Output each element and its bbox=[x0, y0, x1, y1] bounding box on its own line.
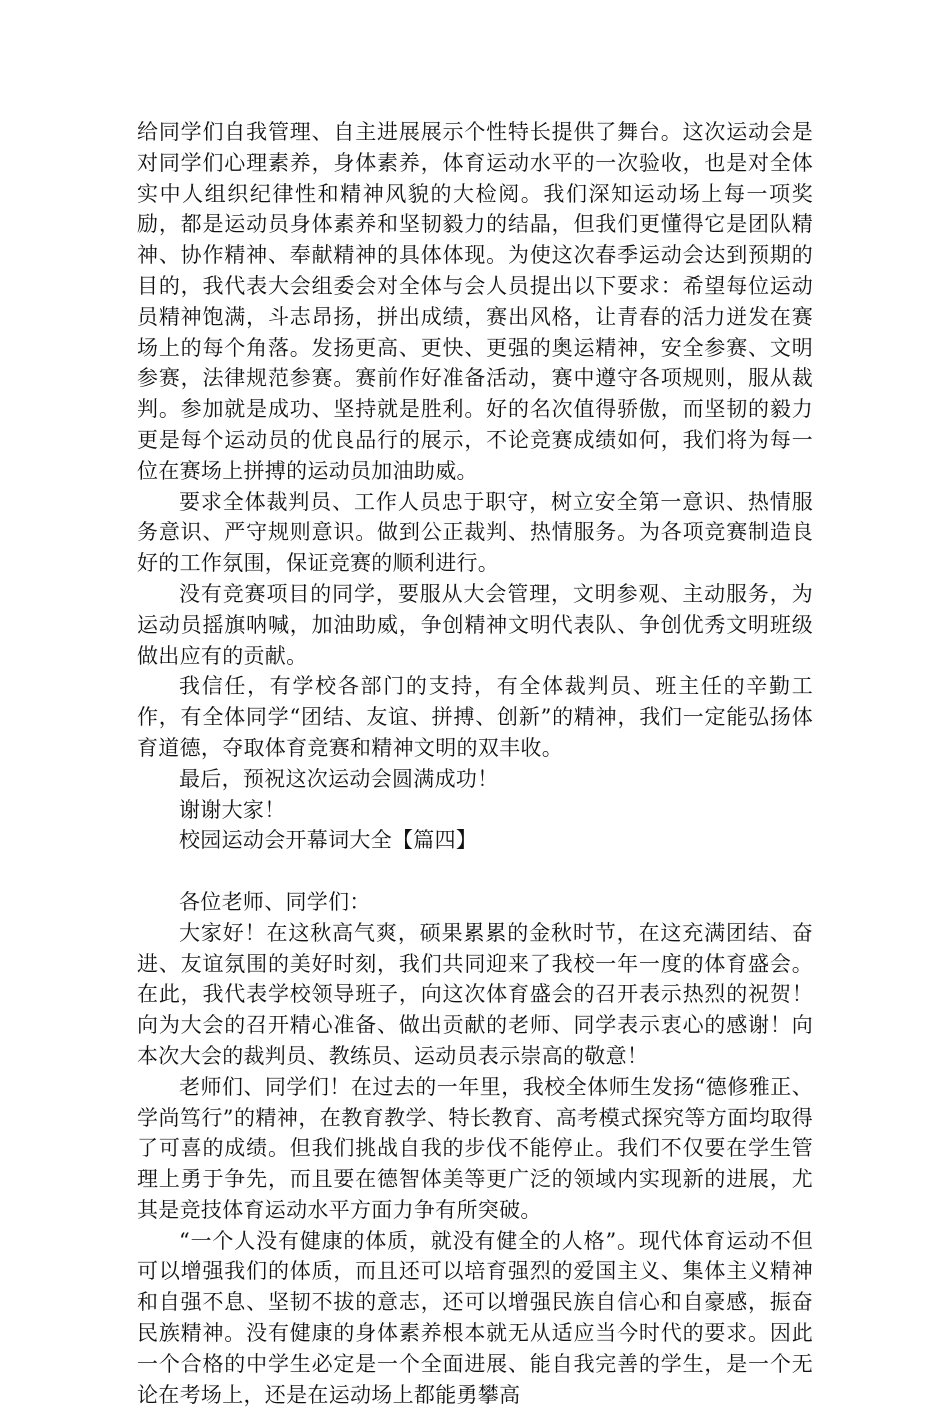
paragraph-3: 没有竞赛项目的同学，要服从大会管理，文明参观、主动服务，为运动员摇旗呐喊，加油助威，争创精神文明代表队、争创优秀文明班级做出应有的贡献。 bbox=[137, 581, 813, 668]
blank-line bbox=[137, 856, 813, 887]
paragraph-greeting: 大家好！在这秋高气爽，硕果累累的金秋时节，在这充满团结、奋进、友谊氛围的美好时刻，我们共同迎来了我校一年一度的体育盛会。在此，我代表学校领导班子，向这次体育盛会的召开表示热烈的祝贺！向为大会的召开精心准备、做出贡献的老师、同学表示衷心的感谢！向本次大会的裁判员、教练员、运动员表示崇高的敬意！ bbox=[137, 920, 813, 1068]
document-body bbox=[137, 117, 813, 1410]
paragraph-health: “一个人没有健康的体质，就没有健全的人格”。现代体育运动不但可以增强我们的体质，而且还可以培育强烈的爱国主义、集体主义精神和自强不息、坚韧不拔的意志，还可以增强民族自信心和自豪感，振奋民族精神。没有健康的身体素养根本就无从适应当今时代的要求。因此一个合格的中学生必定是一个全面进展、能自我完善的学生，是一个无论在考场上，还是在运动场上都能勇攀高 bbox=[137, 1228, 813, 1407]
section-heading: 校园运动会开幕词大全【篇四】 bbox=[179, 828, 478, 853]
thanks-line: 谢谢大家！ bbox=[179, 797, 286, 822]
salutation: 各位老师、同学们： bbox=[179, 889, 371, 914]
paragraph-achievements: 老师们、同学们！在过去的一年里，我校全体师生发扬“德修雅正、学尚笃行”的精神，在教育教学、特长教育、高考模式探究等方面均取得了可喜的成绩。但我们挑战自我的步伐不能停止。我们不仅要在学生管理上勇于争先，而且要在德智体美等更广泛的领域内实现新的进展，尤其是竞技体育运动水平方面力争有所突破。 bbox=[137, 1074, 813, 1222]
closing-wish: 最后，预祝这次运动会圆满成功！ bbox=[179, 766, 499, 791]
paragraph-4: 我信任，有学校各部门的支持，有全体裁判员、班主任的辛勤工作，有全体同学“团结、友谊、拼搏、创新”的精神，我们一定能弘扬体育道德，夺取体育竞赛和精神文明的双丰收。 bbox=[137, 674, 813, 760]
paragraph-2: 要求全体裁判员、工作人员忠于职守，树立安全第一意识、热情服务意识、严守规则意识。做到公正裁判、热情服务。为各项竞赛制造良好的工作氛围，保证竞赛的顺利进行。 bbox=[137, 489, 813, 576]
paragraph-1: 给同学们自我管理、自主进展展示个性特长提供了舞台。这次运动会是对同学们心理素养，身体素养，体育运动水平的一次验收，也是对全体实中人组织纪律性和精神风貌的大检阅。我们深知运动场上每一项奖励，都是运动员身体素养和坚韧毅力的结晶，但我们更懂得它是团队精神、协作精神、奉献精神的具体体现。为使这次春季运动会达到预期的目的，我代表大会组委会对全体与会人员提出以下要求：希望每位运动员精神饱满，斗志昂扬，拼出成绩，赛出风格，让青春的活力迸发在赛场上的每个角落。发扬更高、更快、更强的奥运精神，安全参赛、文明参赛，法律规范参赛。赛前作好准备活动，赛中遵守各项规则，服从裁判。参加就是成功、坚持就是胜利。好的名次值得骄傲，而坚韧的毅力更是每个运动员的优良品行的展示，不论竞赛成绩如何，我们将为每一位在赛场上拼搏的运动员加油助威。 bbox=[137, 120, 813, 483]
